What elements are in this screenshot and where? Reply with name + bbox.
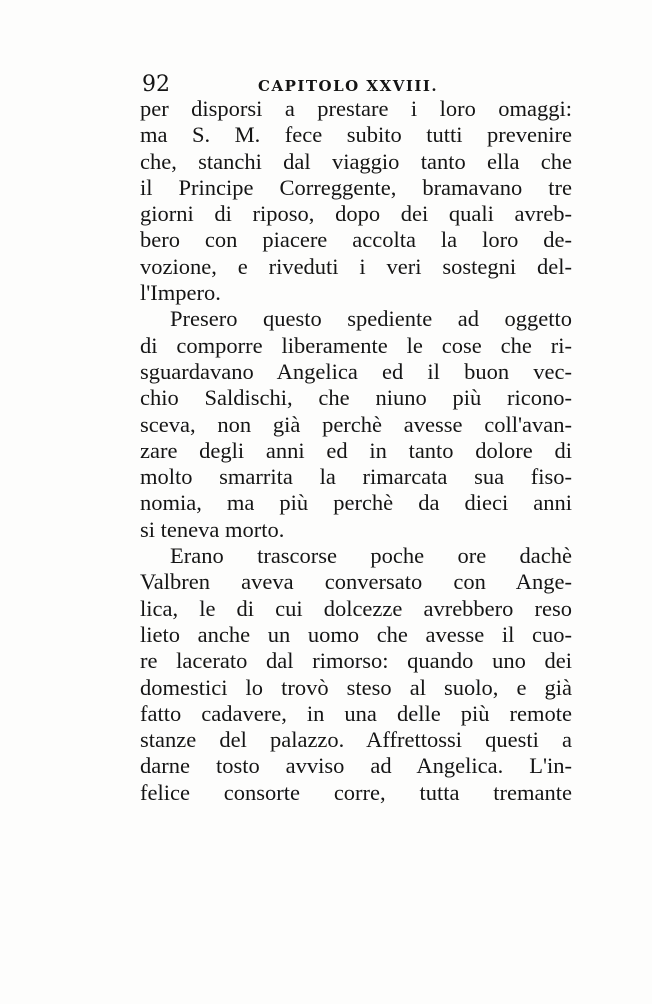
text-line: sguardavano Angelica ed il buon vec- [140,358,572,384]
text-line: lica, le di cui dolcezze avrebbero reso [140,595,572,621]
text-line: che, stanchi dal viaggio tanto ella che [140,148,572,174]
text-line: di comporre liberamente le cose che ri- [140,332,572,358]
text-line: ma S. M. fece subito tutti prevenire [140,122,572,148]
text-line: zare degli anni ed in tanto dolore di [140,437,572,463]
text-line: vozione, e riveduti i veri sostegni del- [140,253,572,279]
text-line: si teneva morto. [140,516,285,542]
text-line: il Principe Correggente, bramavano tre [140,174,572,200]
paragraph-start-line: Erano trascorse poche ore dachè [170,543,572,569]
running-head [142,72,572,98]
text-line: felice consorte corre, tutta tremante [140,779,572,805]
text-line: per disporsi a prestare i loro omaggi: [140,96,572,121]
text-line: domestici lo trovò steso al suolo, e già [140,674,572,700]
text-line: nomia, ma più perchè da dieci anni [140,490,572,516]
text-line: sceva, non già perchè avesse coll'avan- [140,411,572,437]
text-line: stanze del palazzo. Affrettossi questi a [140,727,572,753]
text-line: darne tosto avviso ad Angelica. L'in- [140,753,572,779]
text-line: re lacerato dal rimorso: quando uno dei [140,648,572,674]
text-line: lieto anche un uomo che avesse il cuo- [140,621,572,647]
page-number: 92 [142,72,170,97]
text-line: molto smarrita la rimarcata sua fiso- [140,464,572,490]
chapter-title: CAPITOLO XXVIII. [258,77,439,95]
text-line: Valbren aveva conversato con Ange- [140,569,572,595]
text-line: fatto cadavere, in una delle più remote [140,700,572,726]
text-line: bero con piacere accolta la loro de- [140,227,572,253]
text-line: giorni di riposo, dopo dei quali avreb- [140,201,572,227]
text-line: l'Impero. [140,280,221,306]
body-text [140,96,572,806]
paragraph-start-line: Presero questo spediente ad oggetto [170,306,572,332]
text-line: chio Saldischi, che niuno più ricono- [140,385,572,411]
